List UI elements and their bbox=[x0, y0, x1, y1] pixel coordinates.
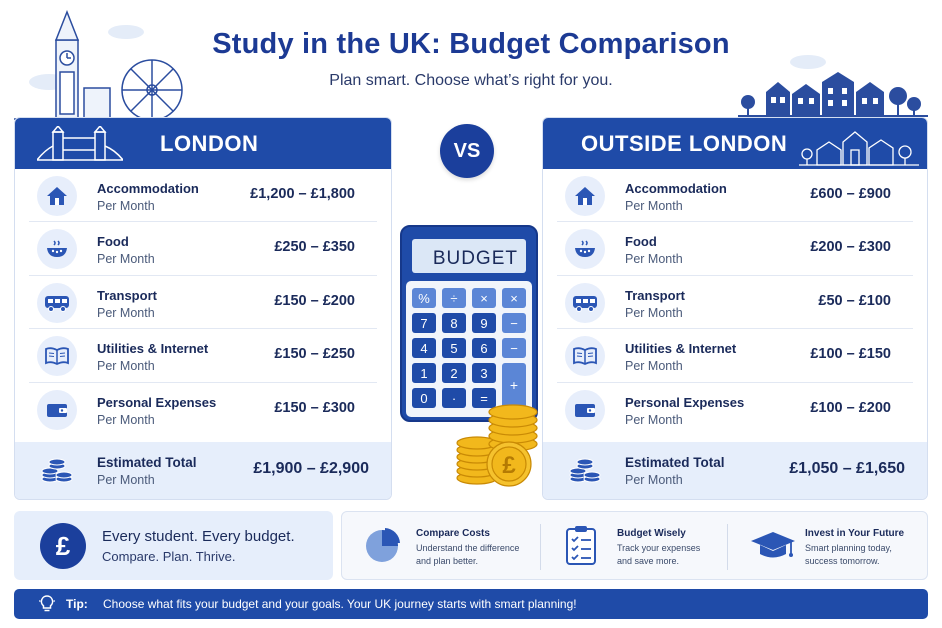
list-item bbox=[29, 383, 377, 436]
calculator-illustration bbox=[400, 225, 539, 424]
row-sub: Per Month bbox=[97, 305, 155, 320]
list-item bbox=[29, 276, 377, 329]
page-subtitle: Plan smart. Choose what’s right for you. bbox=[329, 72, 613, 89]
list-item bbox=[557, 276, 913, 329]
calc-key-label: 4 bbox=[420, 341, 428, 356]
total-label: Estimated Total bbox=[97, 455, 197, 470]
house-icon bbox=[565, 176, 605, 216]
feature-title: Invest in Your Future bbox=[805, 528, 905, 539]
outside-title: OUTSIDE LONDON bbox=[581, 131, 788, 156]
tip-text: Choose what fits your budget and your goals. Your UK journey starts with smart planning! bbox=[103, 597, 577, 611]
row-value: £100 – £150 bbox=[810, 346, 891, 363]
list-item bbox=[557, 222, 913, 275]
row-value: £250 – £350 bbox=[274, 239, 355, 256]
tip-label: Tip: bbox=[66, 597, 88, 611]
total-value: £1,050 – £1,650 bbox=[789, 460, 905, 477]
row-label: Food bbox=[97, 234, 129, 250]
row-value: £50 – £100 bbox=[818, 292, 891, 309]
town-skyline-icon bbox=[799, 128, 919, 166]
wallet-icon bbox=[565, 390, 605, 430]
list-item bbox=[29, 169, 377, 222]
bus-icon bbox=[37, 283, 77, 323]
row-value: £150 – £250 bbox=[274, 346, 355, 363]
pound-icon: £ bbox=[40, 523, 86, 569]
gold-coins-illustration bbox=[455, 398, 545, 488]
list-item bbox=[29, 222, 377, 275]
row-label: Accommodation bbox=[97, 181, 199, 196]
feature-invest-future bbox=[728, 512, 927, 581]
calc-key-label: 5 bbox=[450, 341, 458, 356]
promo-title: Every student. Every budget. bbox=[102, 528, 295, 545]
coins-icon bbox=[565, 450, 605, 490]
calc-key-label: 3 bbox=[480, 366, 488, 381]
calc-key-label: 2 bbox=[450, 366, 458, 381]
outside-panel-header bbox=[543, 118, 927, 169]
feature-title: Budget Wisely bbox=[617, 528, 686, 539]
feature-compare-costs bbox=[342, 512, 540, 581]
row-sub: Per Month bbox=[625, 412, 683, 427]
big-ben-skyline-illustration bbox=[14, 10, 194, 120]
total-sub: Per Month bbox=[625, 473, 683, 487]
row-sub: Per Month bbox=[97, 359, 155, 374]
wallet-icon bbox=[37, 390, 77, 430]
row-value: £600 – £900 bbox=[810, 186, 891, 202]
vs-badge: VS bbox=[440, 124, 494, 178]
promo-subtitle: Compare. Plan. Thrive. bbox=[102, 549, 236, 564]
london-panel-header bbox=[15, 118, 391, 169]
clipboard-icon bbox=[565, 524, 597, 566]
calc-key-label: 6 bbox=[480, 341, 488, 356]
row-label: Food bbox=[625, 234, 657, 250]
calculator-display: BUDGET bbox=[432, 248, 518, 269]
row-value: £150 – £200 bbox=[274, 292, 355, 309]
row-sub: Per Month bbox=[97, 412, 155, 427]
outside-london-panel bbox=[542, 117, 928, 500]
list-item bbox=[557, 383, 913, 436]
row-value: £200 – £300 bbox=[810, 239, 891, 256]
row-label: Utilities & Internet bbox=[97, 341, 209, 357]
coins-icon bbox=[37, 450, 77, 490]
lightbulb-icon bbox=[38, 594, 56, 614]
calc-key-label: 1 bbox=[420, 366, 428, 381]
row-sub: Per Month bbox=[97, 199, 155, 213]
tower-bridge-icon bbox=[37, 126, 123, 164]
row-sub: Per Month bbox=[97, 252, 155, 267]
page-title: Study in the UK: Budget Comparison bbox=[212, 28, 730, 60]
book-icon bbox=[565, 336, 605, 376]
row-label: Personal Expenses bbox=[625, 394, 745, 410]
feature-desc: Understand the difference and plan better. bbox=[416, 543, 520, 566]
row-label: Transport bbox=[97, 287, 157, 303]
total-sub: Per Month bbox=[97, 473, 155, 487]
calc-key-label: % bbox=[418, 291, 430, 306]
bowl-icon bbox=[565, 229, 605, 269]
features-card bbox=[341, 511, 928, 580]
london-title: LONDON bbox=[160, 131, 259, 156]
row-value: £100 – £200 bbox=[810, 399, 891, 416]
london-total-row bbox=[15, 442, 391, 499]
bus-icon bbox=[565, 283, 605, 323]
row-sub: Per Month bbox=[625, 199, 683, 213]
total-label: Estimated Total bbox=[625, 455, 725, 470]
row-label: Transport bbox=[625, 287, 685, 303]
calc-key-label: 7 bbox=[420, 316, 428, 331]
calc-key-label: · bbox=[451, 391, 457, 406]
tip-bar bbox=[14, 589, 928, 619]
calc-key-label: 0 bbox=[420, 391, 428, 406]
row-value: £150 – £300 bbox=[274, 399, 355, 416]
book-icon bbox=[37, 336, 77, 376]
graduation-cap-icon bbox=[750, 530, 796, 562]
london-panel bbox=[14, 117, 392, 500]
calc-key-label: × bbox=[510, 291, 518, 306]
feature-desc: Track your expenses and save more. bbox=[617, 543, 701, 566]
row-label: Personal Expenses bbox=[97, 394, 217, 410]
calc-key-label: − bbox=[510, 316, 518, 331]
calc-key-label: 8 bbox=[450, 316, 458, 331]
calc-key-label: + bbox=[509, 377, 519, 393]
row-sub: Per Month bbox=[625, 359, 683, 374]
row-sub: Per Month bbox=[625, 252, 683, 267]
bowl-icon bbox=[37, 229, 77, 269]
list-item bbox=[557, 169, 913, 222]
outside-total-row bbox=[543, 442, 927, 499]
calc-key-label: × bbox=[480, 291, 488, 306]
list-item bbox=[557, 329, 913, 382]
calc-key-label: 9 bbox=[480, 316, 488, 331]
calc-key-label: = bbox=[480, 391, 488, 406]
calc-key-label: ÷ bbox=[450, 291, 458, 306]
calc-key-label: − bbox=[510, 341, 518, 356]
total-value: £1,900 – £2,900 bbox=[253, 460, 369, 477]
row-label: Accommodation bbox=[625, 181, 727, 196]
list-item bbox=[29, 329, 377, 382]
house-icon bbox=[37, 176, 77, 216]
row-value: £1,200 – £1,800 bbox=[250, 186, 355, 202]
feature-budget-wisely bbox=[541, 512, 727, 581]
pie-chart-icon bbox=[364, 528, 400, 564]
promo-card bbox=[14, 511, 333, 580]
row-sub: Per Month bbox=[625, 305, 683, 320]
svg-text:£: £ bbox=[502, 452, 516, 479]
feature-title: Compare Costs bbox=[416, 528, 490, 539]
feature-desc: Smart planning today, success tomorrow. bbox=[805, 543, 892, 566]
row-label: Utilities & Internet bbox=[625, 341, 737, 357]
